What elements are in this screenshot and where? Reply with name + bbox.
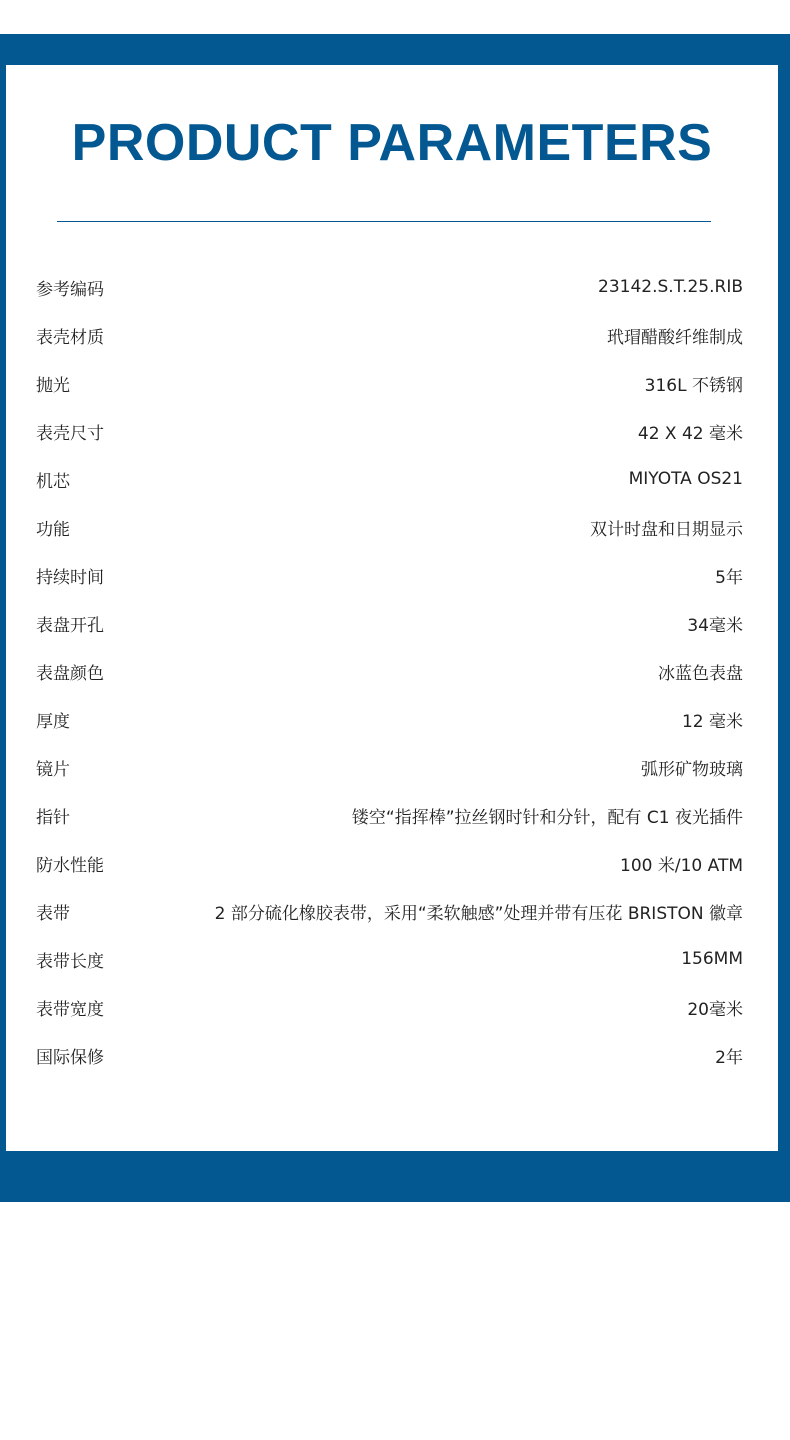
param-label: 表盘开孔 [36,615,104,636]
param-label: 表带 [36,903,70,924]
param-row [36,359,743,407]
param-value: 双计时盘和日期显示 [590,519,743,540]
param-value: 20毫米 [687,999,743,1020]
param-value: 弧形矿物玻璃 [641,759,743,780]
param-row [36,647,743,695]
param-value: 镂空“指挥棒”拉丝钢时针和分针，配有 C1 夜光插件 [351,807,743,828]
page-title: PRODUCT PARAMETERS [71,114,713,172]
param-value: 玳瑁醋酸纤维制成 [607,327,743,348]
param-row [36,311,743,359]
param-label: 表壳尺寸 [36,423,104,444]
param-row [36,407,743,455]
param-row [36,551,743,599]
param-label: 防水性能 [36,855,104,876]
param-row [36,1031,743,1079]
param-label: 参考编码 [36,279,104,300]
param-value: MIYOTA OS21 [628,469,743,489]
param-row [36,935,743,983]
param-value: 冰蓝色表盘 [658,663,743,684]
param-row [36,263,743,311]
param-value: 156MM [681,949,743,969]
param-label: 表带宽度 [36,999,104,1020]
param-label: 机芯 [36,471,70,492]
param-row [36,599,743,647]
param-value: 2 部分硫化橡胶表带，采用“柔软触感”处理并带有压花 BRISTON 徽章 [214,903,743,924]
param-label: 持续时间 [36,567,104,588]
param-row [36,455,743,503]
param-value: 12 毫米 [681,711,743,732]
parameter-list [36,263,743,1079]
param-label: 指针 [36,807,70,828]
param-label: 表壳材质 [36,327,104,348]
param-row [36,743,743,791]
param-label: 国际保修 [36,1047,104,1068]
param-row [36,839,743,887]
param-row [36,503,743,551]
param-row [36,983,743,1031]
param-label: 厚度 [36,711,70,732]
param-value: 42 X 42 毫米 [637,423,743,444]
param-value: 5年 [715,567,743,588]
param-row [36,791,743,839]
param-value: 316L 不锈钢 [644,375,743,396]
param-label: 表带长度 [36,951,104,972]
title-divider [57,221,711,222]
blue-frame [0,34,790,1202]
param-value: 23142.S.T.25.RIB [598,277,743,297]
param-label: 表盘颜色 [36,663,104,684]
param-label: 功能 [36,519,70,540]
param-value: 100 米/10 ATM [620,855,743,876]
content-panel [6,65,778,1151]
param-row [36,887,743,935]
param-label: 镜片 [36,759,70,780]
param-value: 34毫米 [687,615,743,636]
param-row [36,695,743,743]
param-label: 抛光 [36,375,70,396]
param-value: 2年 [715,1047,743,1068]
